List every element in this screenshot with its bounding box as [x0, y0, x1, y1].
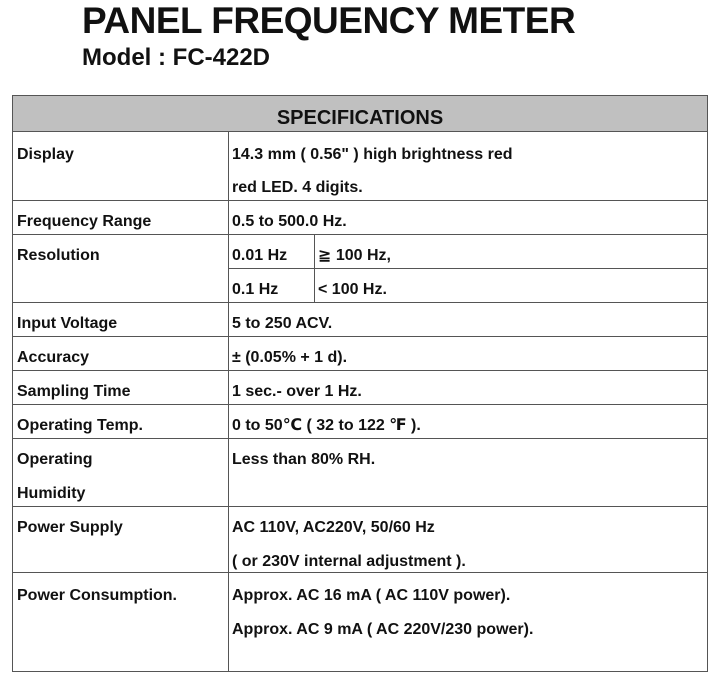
row-divider [13, 336, 707, 337]
frequency-range-value: 0.5 to 500.0 Hz. [232, 213, 347, 230]
resolution-value-2: 0.1 Hz [232, 281, 279, 298]
row-divider [13, 438, 707, 439]
resolution-divider [314, 234, 315, 302]
column-divider [228, 132, 229, 671]
power-supply-value-line1: AC 110V, AC220V, 50/60 Hz [232, 519, 435, 536]
page-title: PANEL FREQUENCY METER [82, 0, 576, 41]
sampling-time-label: Sampling Time [17, 383, 131, 400]
power-supply-value-line2: ( or 230V internal adjustment ). [232, 553, 466, 570]
operating-temp-value: 0 to 50℃ ( 32 to 122 ℉ ). [232, 417, 421, 434]
power-consumption-value-line1: Approx. AC 16 mA ( AC 110V power). [232, 587, 511, 604]
table-header: SPECIFICATIONS [13, 96, 707, 132]
resolution-condition-2: < 100 Hz. [318, 281, 387, 298]
operating-temp-label: Operating Temp. [17, 417, 143, 434]
input-voltage-value: 5 to 250 ACV. [232, 315, 333, 332]
row-divider [13, 506, 707, 507]
accuracy-label: Accuracy [17, 349, 90, 366]
power-consumption-value-line2: Approx. AC 9 mA ( AC 220V/230 power). [232, 621, 534, 638]
resolution-label: Resolution [17, 247, 100, 264]
input-voltage-label: Input Voltage [17, 315, 118, 332]
row-divider [13, 234, 707, 235]
display-value-line1: 14.3 mm ( 0.56" ) high brightness red [232, 146, 513, 163]
resolution-condition-1: ≧ 100 Hz, [318, 247, 391, 264]
row-divider [228, 268, 707, 269]
row-divider [13, 370, 707, 371]
display-label: Display [17, 146, 74, 163]
model-number: Model : FC-422D [82, 44, 271, 71]
power-supply-label: Power Supply [17, 519, 123, 536]
row-divider [13, 200, 707, 201]
accuracy-value: ± (0.05% + 1 d). [232, 349, 348, 366]
row-divider [13, 572, 707, 573]
operating-humidity-label-line1: Operating [17, 451, 93, 468]
row-divider [13, 404, 707, 405]
row-divider [13, 302, 707, 303]
power-consumption-label: Power Consumption. [17, 587, 177, 604]
display-value-line2: red LED. 4 digits. [232, 179, 363, 196]
sampling-time-value: 1 sec.- over 1 Hz. [232, 383, 362, 400]
resolution-value-1: 0.01 Hz [232, 247, 288, 264]
specifications-table [12, 95, 708, 672]
operating-humidity-value: Less than 80% RH. [232, 451, 376, 468]
operating-humidity-label-line2: Humidity [17, 485, 86, 502]
frequency-range-label: Frequency Range [17, 213, 152, 230]
